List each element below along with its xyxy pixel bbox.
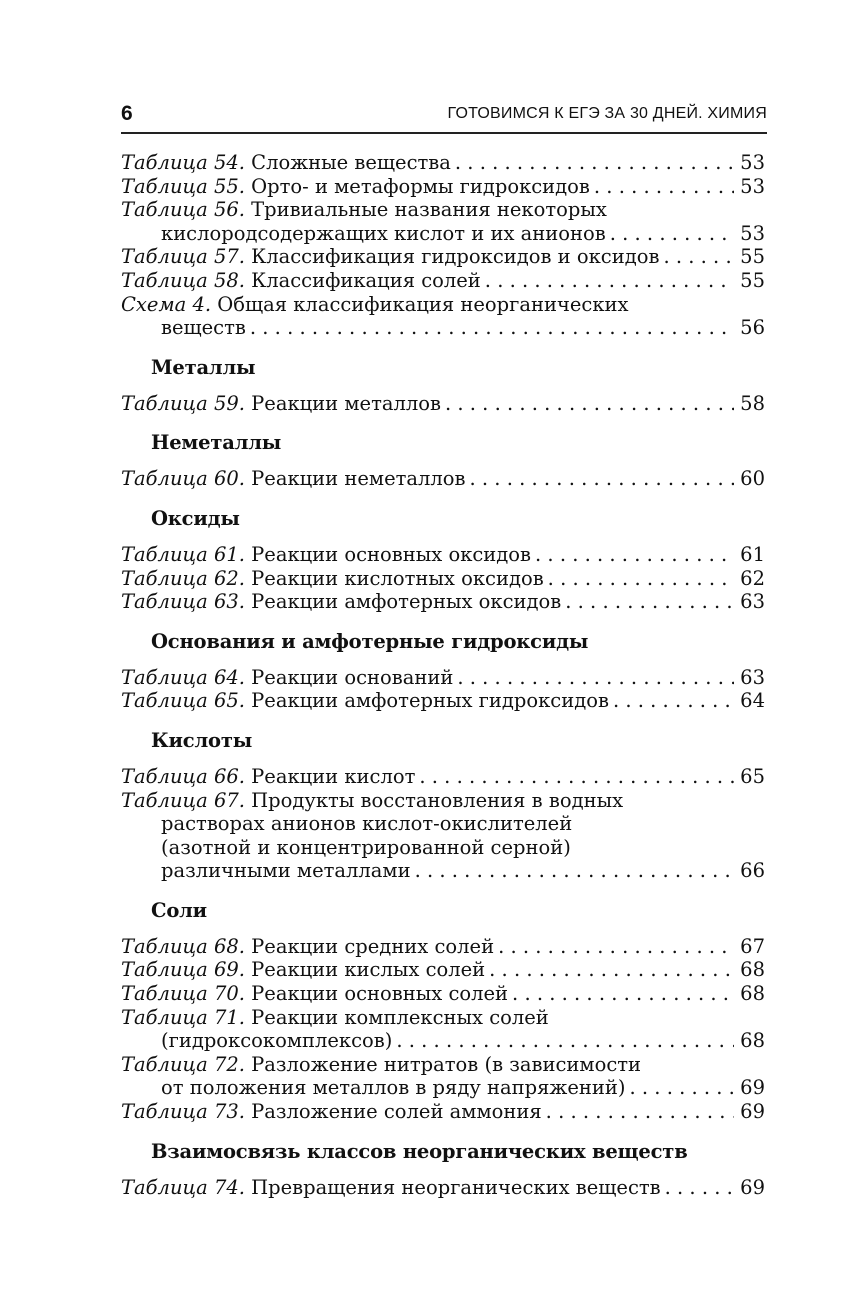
toc-entry-line xyxy=(121,812,765,836)
section-heading: Соли xyxy=(151,898,207,922)
dot-leader xyxy=(457,666,734,690)
entry-label: Схема 4. xyxy=(121,292,212,316)
toc-entry xyxy=(121,689,765,713)
entry-page-number: 69 xyxy=(740,1175,765,1199)
entry-title: различными металлами xyxy=(161,859,411,883)
toc-entry xyxy=(121,467,765,491)
entry-title: Превращения неорганических веществ xyxy=(251,1175,661,1199)
toc-entry xyxy=(121,567,765,591)
entry-page-number: 62 xyxy=(740,566,765,590)
entry-page-number: 56 xyxy=(740,316,765,340)
entry-title: Разложение солей аммония xyxy=(251,1100,542,1124)
entry-page-number: 69 xyxy=(740,1076,765,1100)
toc-entry-line xyxy=(121,935,765,959)
entry-title: растворах анионов кислот-окислителей xyxy=(161,812,573,836)
entry-page-number: 58 xyxy=(740,391,765,415)
dot-leader xyxy=(445,392,734,416)
toc-entry-line xyxy=(121,982,765,1006)
toc-entry xyxy=(121,590,765,614)
toc-entry-line xyxy=(121,1006,765,1030)
entry-title: Орто- и метаформы гидроксидов xyxy=(251,174,590,198)
entry-title: Классификация гидроксидов и оксидов xyxy=(251,245,660,269)
dot-leader xyxy=(498,935,734,959)
toc-entry xyxy=(121,982,765,1006)
entry-label: Таблица 67. xyxy=(121,788,245,812)
toc-entry xyxy=(121,1053,765,1100)
entry-page-number: 68 xyxy=(740,958,765,982)
entry-page-number: 68 xyxy=(740,982,765,1006)
entry-page-number: 53 xyxy=(740,221,765,245)
entry-title: кислородсодержащих кислот и их анионов xyxy=(161,221,606,245)
toc-entry-line xyxy=(121,269,765,293)
section-heading: Неметаллы xyxy=(151,431,282,455)
section-heading: Кислоты xyxy=(151,728,253,752)
entry-label: Таблица 66. xyxy=(121,764,245,788)
toc-entry xyxy=(121,543,765,567)
entry-label: Таблица 74. xyxy=(121,1175,245,1199)
toc-entry-line xyxy=(121,293,765,317)
entry-label: Таблица 55. xyxy=(121,174,245,198)
entry-page-number: 65 xyxy=(740,764,765,788)
entry-label: Таблица 62. xyxy=(121,566,245,590)
toc-entry xyxy=(121,175,765,199)
section-heading: Взаимосвязь классов неорганических веществ xyxy=(151,1139,688,1163)
dot-leader xyxy=(548,567,735,591)
toc-entry xyxy=(121,245,765,269)
toc-entry xyxy=(121,198,765,245)
dot-leader xyxy=(565,590,734,614)
entry-page-number: 55 xyxy=(740,245,765,269)
entry-page-number: 55 xyxy=(740,268,765,292)
entry-label: Таблица 70. xyxy=(121,982,245,1006)
toc-entry-line xyxy=(121,1053,765,1077)
page-number: 6 xyxy=(121,102,133,125)
running-title: ГОТОВИМСЯ К ЕГЭ ЗА 30 ДНЕЙ. ХИМИЯ xyxy=(447,105,767,122)
dot-leader xyxy=(630,1076,735,1100)
entry-label: Таблица 64. xyxy=(121,665,245,689)
section-heading: Металлы xyxy=(151,355,256,379)
entry-title: Тривиальные названия некоторых xyxy=(251,198,607,222)
entry-page-number: 63 xyxy=(740,665,765,689)
dot-leader xyxy=(470,467,735,491)
entry-label: Таблица 73. xyxy=(121,1100,245,1124)
entry-title: Реакции амфотерных оксидов xyxy=(251,590,562,614)
toc-entry xyxy=(121,269,765,293)
entry-label: Таблица 57. xyxy=(121,245,245,269)
toc-entry-line xyxy=(121,151,765,175)
entry-page-number: 66 xyxy=(740,859,765,883)
toc-entry-line xyxy=(121,567,765,591)
entry-title: Реакции неметаллов xyxy=(251,467,466,491)
entry-title: Реакции комплексных солей xyxy=(251,1005,549,1029)
toc-entry xyxy=(121,1100,765,1124)
entry-label: Таблица 54. xyxy=(121,151,245,174)
toc-entry-line xyxy=(121,198,765,222)
entry-title: Реакции оснований xyxy=(251,665,454,689)
toc-entry-line xyxy=(121,1176,765,1200)
entry-label: Таблица 56. xyxy=(121,198,245,222)
entry-title: (гидроксокомплексов) xyxy=(161,1029,393,1053)
dot-leader xyxy=(512,982,734,1006)
entry-title: Реакции кислот xyxy=(251,764,416,788)
dot-leader xyxy=(489,958,734,982)
toc-entry xyxy=(121,666,765,690)
toc-entry-line xyxy=(121,836,765,860)
entry-title: Разложение нитратов (в зависимости xyxy=(251,1052,642,1076)
toc-entry-line xyxy=(121,590,765,614)
entry-label: Таблица 60. xyxy=(121,467,245,491)
toc-entry-line xyxy=(121,543,765,567)
toc-entry xyxy=(121,765,765,789)
entry-title: Реакции кислотных оксидов xyxy=(251,566,544,590)
toc-entry xyxy=(121,1176,765,1200)
dot-leader xyxy=(250,316,734,340)
entry-label: Таблица 69. xyxy=(121,958,245,982)
dot-leader xyxy=(396,1029,734,1053)
toc-entry-line xyxy=(121,222,765,246)
toc-entry xyxy=(121,935,765,959)
dot-leader xyxy=(535,543,734,567)
entry-label: Таблица 63. xyxy=(121,590,245,614)
table-of-contents xyxy=(121,151,765,1199)
dot-leader xyxy=(455,151,734,175)
entry-title: Реакции металлов xyxy=(251,391,441,415)
dot-leader xyxy=(594,175,734,199)
entry-title: Реакции амфотерных гидроксидов xyxy=(251,689,609,713)
toc-entry-line xyxy=(121,316,765,340)
toc-entry xyxy=(121,151,765,175)
entry-title: Общая классификация неорганических xyxy=(217,292,629,316)
toc-entry xyxy=(121,958,765,982)
entry-title: Классификация солей xyxy=(251,268,481,292)
dot-leader xyxy=(663,245,734,269)
page-header xyxy=(121,98,767,134)
toc-entry-line xyxy=(121,958,765,982)
entry-label: Таблица 59. xyxy=(121,391,245,415)
toc-entry-line xyxy=(121,245,765,269)
entry-page-number: 63 xyxy=(740,590,765,614)
dot-leader xyxy=(419,765,734,789)
entry-label: Таблица 61. xyxy=(121,542,245,566)
dot-leader xyxy=(415,859,735,883)
dot-leader xyxy=(546,1100,735,1124)
entry-page-number: 60 xyxy=(740,467,765,491)
entry-label: Таблица 58. xyxy=(121,268,245,292)
entry-title: веществ xyxy=(161,316,246,340)
toc-entry-line xyxy=(121,467,765,491)
entry-page-number: 67 xyxy=(740,934,765,958)
entry-label: Таблица 72. xyxy=(121,1052,245,1076)
entry-page-number: 64 xyxy=(740,689,765,713)
toc-entry-line xyxy=(121,1100,765,1124)
entry-title: Реакции основных солей xyxy=(251,982,509,1006)
toc-entry-line xyxy=(121,392,765,416)
dot-leader xyxy=(485,269,734,293)
toc-entry xyxy=(121,392,765,416)
entry-title: Реакции кислых солей xyxy=(251,958,486,982)
toc-entry-line xyxy=(121,1029,765,1053)
toc-entry xyxy=(121,789,765,883)
toc-entry-line xyxy=(121,1076,765,1100)
section-heading: Оксиды xyxy=(151,506,240,530)
entry-page-number: 69 xyxy=(740,1100,765,1124)
toc-entry-line xyxy=(121,175,765,199)
section-heading: Основания и амфотерные гидроксиды xyxy=(151,629,589,653)
entry-title: Продукты восстановления в водных xyxy=(251,788,624,812)
dot-leader xyxy=(665,1176,735,1200)
entry-title: Сложные вещества xyxy=(251,151,451,174)
entry-page-number: 53 xyxy=(740,174,765,198)
entry-label: Таблица 71. xyxy=(121,1005,245,1029)
dot-leader xyxy=(613,689,734,713)
entry-page-number: 53 xyxy=(740,151,765,174)
toc-entry-line xyxy=(121,666,765,690)
entry-title: Реакции основных оксидов xyxy=(251,542,532,566)
entry-label: Таблица 65. xyxy=(121,689,245,713)
entry-label: Таблица 68. xyxy=(121,934,245,958)
entry-title: от положения металлов в ряду напряжений) xyxy=(161,1076,626,1100)
toc-entry-line xyxy=(121,789,765,813)
dot-leader xyxy=(610,222,734,246)
entry-page-number: 68 xyxy=(740,1029,765,1053)
entry-title: Реакции средних солей xyxy=(251,934,495,958)
toc-entry-line xyxy=(121,859,765,883)
toc-entry xyxy=(121,1006,765,1053)
toc-entry xyxy=(121,293,765,340)
entry-title: (азотной и концентрированной серной) xyxy=(161,835,571,859)
toc-entry-line xyxy=(121,689,765,713)
toc-entry-line xyxy=(121,765,765,789)
entry-page-number: 61 xyxy=(740,542,765,566)
